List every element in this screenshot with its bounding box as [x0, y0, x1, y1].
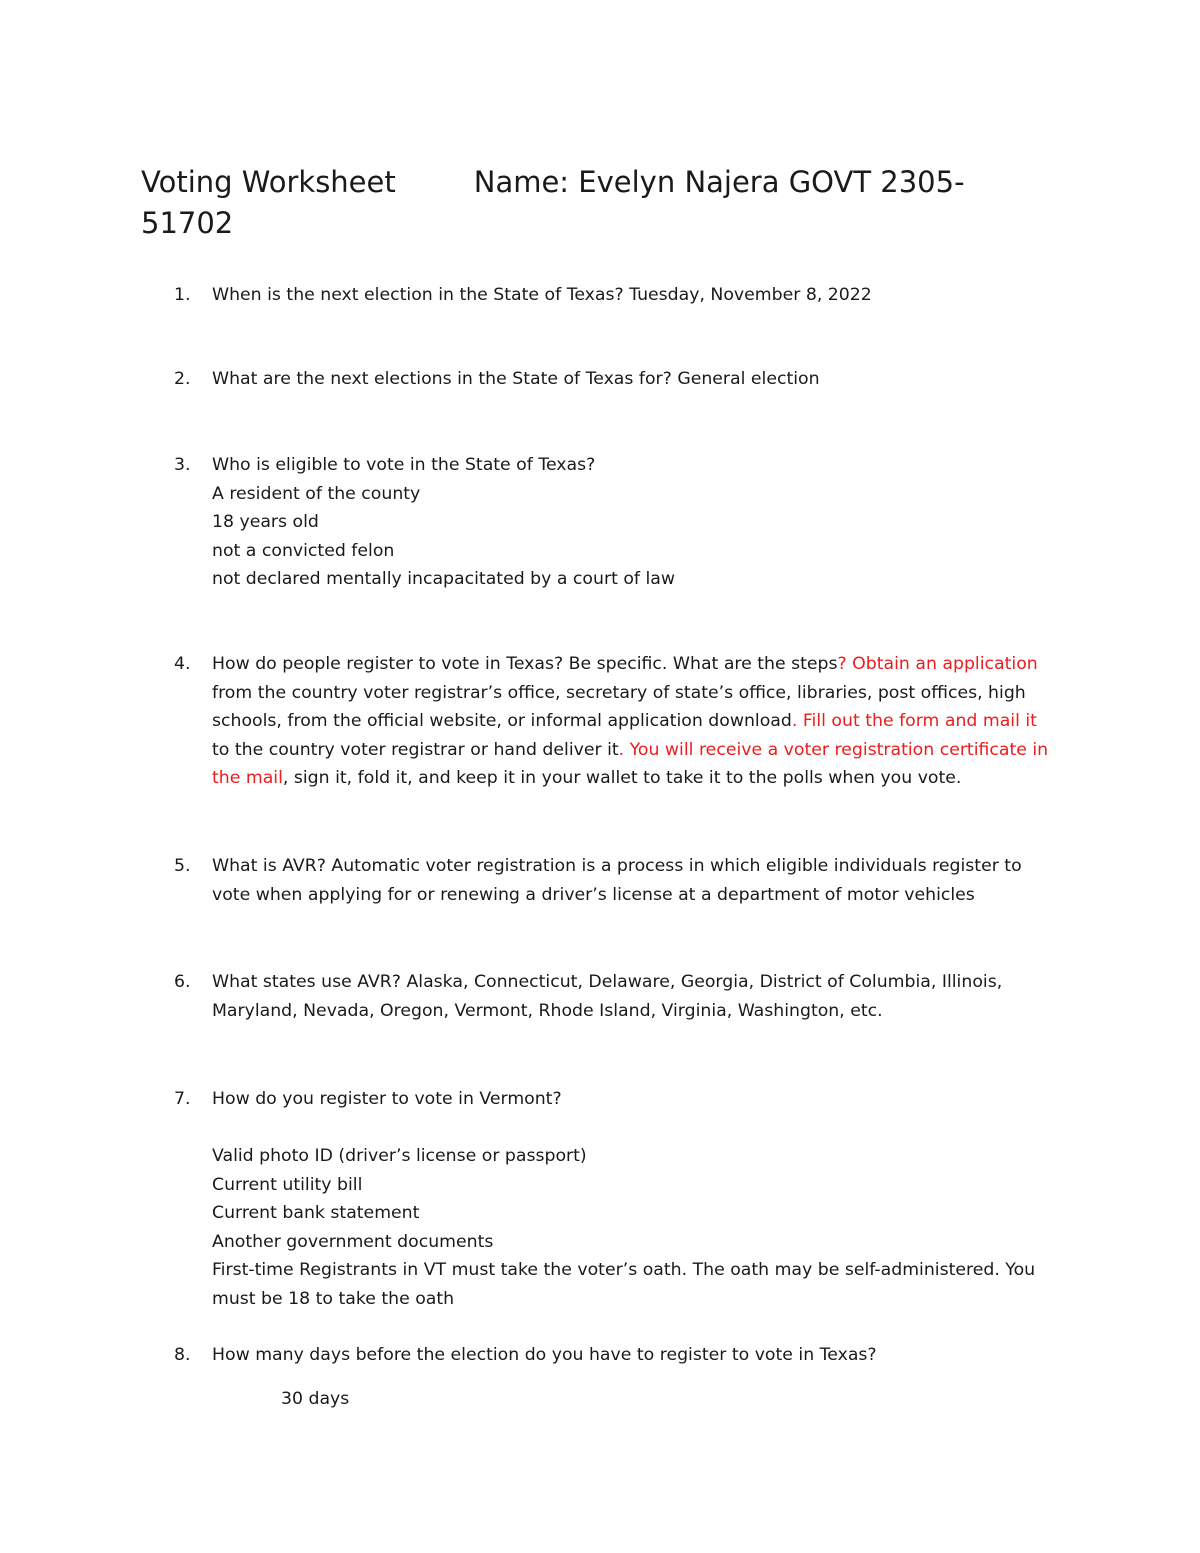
answer-line: First-time Registrants in VT must take the voter’s oath. The oath may be self-administered. You — [212, 1260, 1036, 1280]
question-text: How many days before the election do you have to register to vote in Texas? — [212, 1345, 877, 1365]
question-number: 1. — [174, 285, 191, 305]
question-mark: ? — [837, 654, 847, 674]
answer-text: Tuesday, November 8, 2022 — [623, 285, 872, 305]
step-2-detail: to the country voter registrar or hand deliver it — [212, 739, 619, 760]
answer-line: must be 18 to take the oath — [212, 1288, 455, 1309]
question-number: 2. — [174, 369, 191, 389]
answer-text: General election — [671, 369, 820, 389]
step-2-dot: . — [791, 711, 798, 731]
question-8 — [174, 1341, 1074, 1370]
question-answer-text-cont: Maryland, Nevada, Oregon, Vermont, Rhode Island, Virginia, Washington, etc. — [212, 1000, 883, 1021]
answer-line: 18 years old — [212, 512, 319, 532]
question-text: Who is eligible to vote in the State of Texas? — [212, 455, 596, 475]
question-1 — [174, 281, 1074, 310]
step-3-dot: . — [618, 739, 625, 760]
question-number: 3. — [174, 455, 191, 475]
answer-30-days: 30 days — [281, 1389, 350, 1409]
step-3-highlight: You will receive a voter registration certificate in — [624, 739, 1049, 760]
answer-line: not a convicted felon — [212, 540, 395, 561]
step-3-highlight-cont: the mail — [212, 768, 283, 788]
step-1-detail: from the country voter registrar’s office, secretary of state’s office, libraries, post offices, high — [212, 682, 1026, 703]
answer-line: Another government documents — [212, 1231, 494, 1252]
question-number: 6. — [174, 972, 191, 992]
question-answer-text: What states use AVR? Alaska, Connecticut, Delaware, Georgia, District of Columbia, Illinois, — [212, 972, 1003, 992]
step-2-highlight: Fill out the form and mail it — [797, 711, 1037, 731]
question-7 — [174, 1085, 1074, 1313]
question-4 — [174, 650, 1074, 793]
answer-line: not declared mentally incapacitated by a court of law — [212, 569, 676, 589]
question-text: How do people register to vote in Texas? Be specific. What are the steps — [212, 654, 838, 674]
step-1-detail-cont: schools, from the official website, or informal application download — [212, 711, 792, 731]
question-2 — [174, 365, 1074, 394]
title-text: Voting Worksheet — [141, 165, 396, 199]
student-name: Name: Evelyn Najera GOVT 2305- — [473, 165, 965, 199]
answer-line: Current utility bill — [212, 1174, 363, 1195]
question-number: 7. — [174, 1089, 191, 1109]
answer-line: Valid photo ID (driver’s license or passport) — [212, 1146, 587, 1166]
question-answer-text: What is AVR? Automatic voter registration is a process in which eligible individuals register to — [212, 856, 1022, 876]
question-text: What are the next elections in the State of Texas for? — [212, 369, 672, 389]
question-5 — [174, 852, 1074, 909]
question-6 — [174, 968, 1074, 1025]
question-number: 4. — [174, 654, 191, 674]
student-course-section: 51702 — [141, 206, 234, 240]
question-text: How do you register to vote in Vermont? — [212, 1089, 562, 1109]
worksheet-title — [141, 162, 1071, 244]
step-1-highlight: Obtain an application — [846, 654, 1038, 674]
question-answer-text-cont: vote when applying for or renewing a driver’s license at a department of motor vehicles — [212, 884, 975, 905]
answer-line: Current bank statement — [212, 1203, 420, 1223]
question-3 — [174, 451, 1074, 594]
answer-line: A resident of the county — [212, 483, 421, 504]
question-number: 5. — [174, 856, 191, 876]
question-text: When is the next election in the State of Texas? — [212, 285, 624, 305]
step-3-detail: , sign it, fold it, and keep it in your wallet to take it to the polls when you vote. — [282, 768, 962, 788]
question-number: 8. — [174, 1345, 191, 1365]
